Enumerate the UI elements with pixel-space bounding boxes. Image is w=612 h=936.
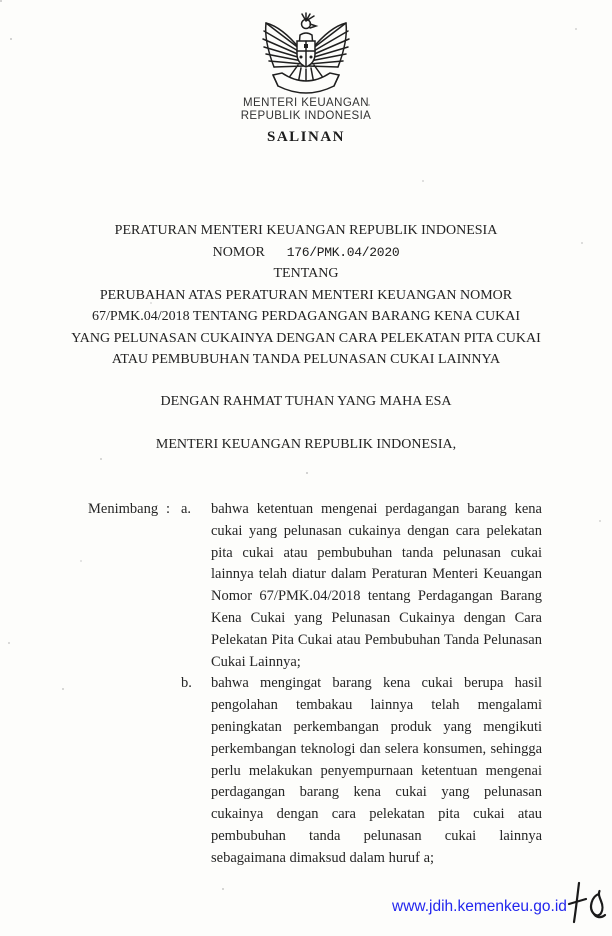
subject-line-4: ATAU PEMBUBUHAN TANDA PELUNASAN CUKAI LAINNYA [111,352,501,367]
item-marker-a: a. [181,501,192,517]
item-marker-b: b. [181,675,192,692]
regulation-title-line1: PERATURAN MENTERI KEUANGAN REPUBLIK INDONESIA [114,223,498,238]
considering-colon: : [166,501,171,517]
tentang-label: TENTANG [273,266,339,281]
considering-item-a [88,499,542,673]
considering-label: Menimbang [88,501,159,517]
considering-section [88,499,542,870]
nomor-label: NOMOR [212,244,265,260]
jdih-watermark-url: www.jdih.kemenkeu.go.id [392,898,567,915]
nomor-value: 176/PMK.04/2020 [286,244,400,260]
regulation-title-block [26,220,586,371]
garuda-pancasila-emblem-icon [260,11,352,99]
item-text-a: bahwa ketentuan mengenai perdagangan barang kena cukai yang pelunasan cukainya dengan cara pelekatan pita cukai atau pembubuhan tanda pelunasan cukai lainnya telah diatur dalam Peraturan Menteri Keuangan Nomor 67/PMK.04/2018 tentang Perdagangan Barang Kena Cukai yang Pelunasan Cukainya dengan Cara Pelekatan Pita Cukai atau Pembubuhan Tanda Pelunasan Cukai Lainnya; [211,501,542,670]
item-text-b: bahwa mengingat barang kena cukai berupa hasil pengolahan tembakau lainnya telah mengalami peningkatan perkembangan produk yang mengikuti perkembangan teknologi dan selera konsumen, sehingga perlu melakukan penyempurnaan ketentuan mengenai perdagangan barang kena cukai yang pelunasan cukainya dengan cara pelekatan pita cukai atau pembubuhan tanda pelunasan cukai lainnya sebagaimana dimaksud dalam huruf a; [211,675,542,866]
regulation-number-row [26,242,586,264]
ministry-line1: MENTERI KEUANGAN [243,97,369,109]
ministry-line2: REPUBLIK INDONESIA [240,110,372,122]
considering-item-b [88,673,542,869]
authority-line: MENTERI KEUANGAN REPUBLIK INDONESIA, [155,437,457,452]
subject-line-1: PERUBAHAN ATAS PERATURAN MENTERI KEUANGAN NOMOR [99,287,513,303]
subject-line-3: YANG PELUNASAN CUKAINYA DENGAN CARA PELEKATAN PITA CUKAI [71,330,541,346]
handwritten-initials-mark [553,878,611,930]
copy-stamp: SALINAN [266,129,345,145]
subject-line-2: 67/PMK.04/2018 TENTANG PERDAGANGAN BARANG KENA CUKAI [92,309,520,324]
motto-line: DENGAN RAHMAT TUHAN YANG MAHA ESA [160,394,452,409]
ministry-header [0,97,612,123]
scan-noise-dots [0,0,2,2]
